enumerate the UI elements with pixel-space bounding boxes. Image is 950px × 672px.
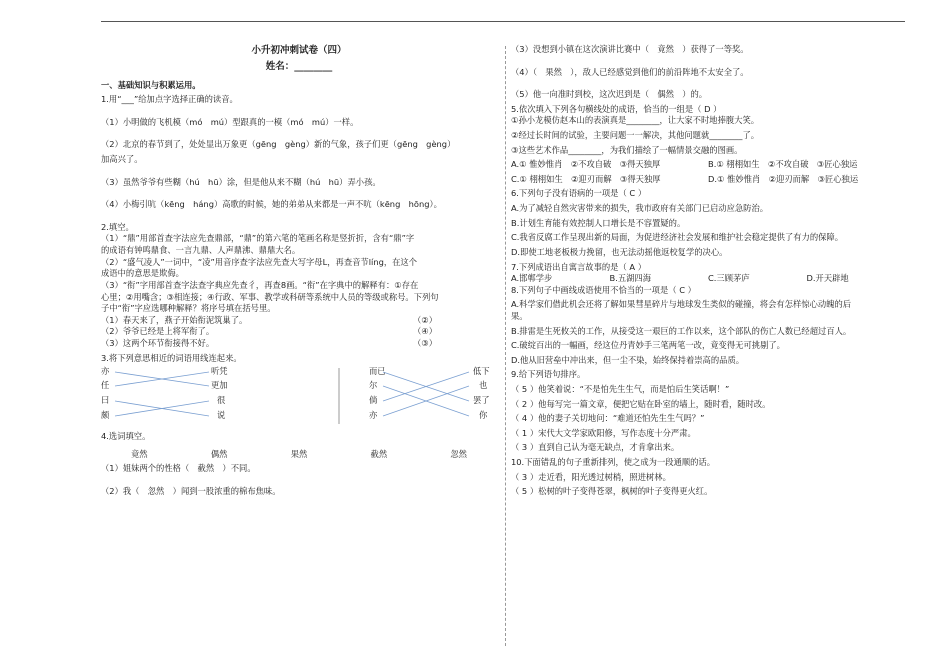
q10-item: （ 5 ）松树的叶子变得苍翠，枫树的叶子变得更火红。 xyxy=(511,486,713,497)
q5-line: ①孙小龙模仿赵本山的表演真是________，让大家不时地捧腹大笑。 xyxy=(511,115,760,126)
q4-word-bank xyxy=(101,449,497,461)
q6-stem: 6.下列句子没有语病的一项是（ C ） xyxy=(511,188,647,199)
paper-title: 小升初冲刺试卷（四） xyxy=(251,45,347,56)
match-word: 低下 xyxy=(473,366,490,377)
match-word: 罢了 xyxy=(473,395,490,406)
q2-sub-answer: （③） xyxy=(412,337,437,348)
section-heading: 一、基础知识与积累运用。 xyxy=(101,79,201,90)
q5-line: ③这些艺术作品________，为我们描绘了一幅情景交融的图画。 xyxy=(511,144,743,155)
option: 果。 xyxy=(511,310,528,321)
match-word: 倘 xyxy=(369,395,378,406)
q3-stem: 3.将下列意思相近的词语用线连起来。 xyxy=(101,352,242,363)
q2-line: （1）“鼎”用部首查字法应先查鼎部，“鼎”的第六笔的笔画名称是竖折折，含有“鼎”字 xyxy=(101,233,415,244)
q9-item: （ 2 ）他每写完一篇文章，便把它贴在卧室的墙上，随时看，随时改。 xyxy=(511,398,771,409)
q9-stem: 9.给下列语句排序。 xyxy=(511,369,586,380)
q3-matching xyxy=(101,366,497,428)
option: C.破绽百出的一幅画，经这位丹青妙手三笔两笔一改，竟变得无可挑剔了。 xyxy=(511,340,785,351)
match-word: 更加 xyxy=(211,380,228,391)
q9-item: （ 5 ）他笑着说：“不是怕先生生气，而是怕后生笑话啊！” xyxy=(511,384,730,395)
match-word: 尔 xyxy=(369,380,378,391)
q2-sub xyxy=(101,315,497,327)
q5-options xyxy=(511,174,905,186)
match-word: 亦 xyxy=(369,410,378,421)
q4-item: （1）姐妹两个的性格（ 截然 ）不同。 xyxy=(101,463,256,474)
q5-options xyxy=(511,159,905,171)
q2-sub xyxy=(101,338,497,350)
match-word: 任 xyxy=(101,380,110,391)
word-option: 忽然 xyxy=(450,448,467,459)
q1-item: 加高兴了。 xyxy=(101,154,143,165)
match-word: 颇 xyxy=(101,410,110,421)
q9-item: （ 1 ）宋代大文学家欧阳修，写作态度十分严肃。 xyxy=(511,427,696,438)
word-option: 竟然 xyxy=(131,448,148,459)
q8-stem: 8.下列句子中画线成语使用不恰当的一项是（ C ） xyxy=(511,284,696,295)
q2-line: 心里；②用嘴含；③相连接；④行政、军事、教学或科研等系统中人员的等级或称号。下列句 xyxy=(101,291,439,302)
column-divider xyxy=(505,46,506,646)
right-column xyxy=(511,44,905,498)
q2-line: （3）“衔”字用部首查字法查字典应先查彳，再查8画。“衔”在字典中的解释有：①存在 xyxy=(101,279,419,290)
q2-sub-text: （3）这两个环节衔接得不好。 xyxy=(101,337,215,348)
option: A.科学家们借此机会还将了解如果彗星碎片与地球发生类似的碰撞，将会有怎样惊心动魄的后 xyxy=(511,299,852,310)
q4-item: （4）（ 果然 ），敌人已经感觉到他们的前沿阵地不太安全了。 xyxy=(511,66,749,77)
option: A.① 惟妙惟肖 ②不攻自破 ③得天独厚 xyxy=(511,159,661,170)
q2-line: （2）“盛气凌人”一词中，“凌”用音序查字法应先查大写字母L，再查音节líng，在这个 xyxy=(101,256,418,267)
q2-sub-answer: （④） xyxy=(412,326,437,337)
q9-item: （ 3 ）直到自己认为毫无缺点，才肯拿出来。 xyxy=(511,442,680,453)
q2-line: 成语中的意思是欺侮。 xyxy=(101,268,184,279)
option: D.开天辟地 xyxy=(806,273,849,284)
q2-line: 子中“衔”字应选哪种解释？将序号填在括号里。 xyxy=(101,303,276,314)
option: C.我省反腐工作呈现出新的局面，为促进经济社会发展和维护社会稳定提供了有力的保障。 xyxy=(511,232,844,243)
q1-item: （3）虽然爷爷有些糊（hú hū）涂，但是他从来不糊（hú hū）弄小孩。 xyxy=(101,176,381,187)
match-lines xyxy=(101,366,497,428)
match-word: 很 xyxy=(217,395,226,406)
match-word: 而已 xyxy=(369,366,386,377)
option: D.即使工地老板极力挽留，也无法动摇他返校复学的决心。 xyxy=(511,246,728,257)
match-word: 亦 xyxy=(101,366,110,377)
q2-stem: 2.填空。 xyxy=(101,221,134,232)
q5-stem: 5.依次填入下列各句横线处的成语，恰当的一组是（ D ） xyxy=(511,103,722,114)
option: C.三顾茅庐 xyxy=(708,273,750,284)
q10-item: （ 3 ）走近看，阳光透过树梢，照进树林。 xyxy=(511,471,671,482)
q1-stem: 1.用“___”给加点字选择正确的读音。 xyxy=(101,94,238,105)
q4-stem: 4.选词填空。 xyxy=(101,431,151,442)
option: D.他从旧营垒中冲出来，但一尘不染，始终保持着崇高的品质。 xyxy=(511,354,745,365)
option: D.① 惟妙惟肖 ②迎刃而解 ③匠心独运 xyxy=(708,173,859,184)
q1-item: （4）小梅引吭（kēng háng）高歌的时候，她的弟弟从来都是一声不吭（kēng hōng）。 xyxy=(101,199,442,210)
left-column xyxy=(101,44,497,498)
option: C.① 栩栩如生 ②迎刃而解 ③得天独厚 xyxy=(511,173,661,184)
q4-item: （5）他一向准时到校，这次迟到是（ 偶然 ）的。 xyxy=(511,89,708,100)
option: B.五湖四海 xyxy=(609,273,652,284)
q4-item: （2）我（ 忽然 ）闻到一股浓重的棉布焦味。 xyxy=(101,486,281,496)
option: A.邯郸学步 xyxy=(511,273,553,284)
word-option: 截然 xyxy=(370,448,388,459)
q9-item: （ 4 ）他的妻子关切地问：“难道还怕先生生气吗？” xyxy=(511,413,705,424)
option: B.计划生育能有效控制人口增长是不容置疑的。 xyxy=(511,217,686,228)
q1-item: （2）北京的春节到了，处处显出万象更（gēng gèng）新的气象，孩子们更（gēng gèng） xyxy=(101,139,456,150)
q2-sub xyxy=(101,326,497,338)
q7-stem: 7.下列成语出自寓言故事的是（ A ） xyxy=(511,261,647,272)
option: B.排雷是生死攸关的工作，从接受这一艰巨的工作以来，这个部队的伤亡人数已经超过百人。 xyxy=(511,325,852,336)
match-word: 也 xyxy=(479,380,488,391)
option: A.为了减轻自然灾害带来的损失，我市政府有关部门已启动应急防治。 xyxy=(511,203,769,214)
q2-sub-answer: （②） xyxy=(412,314,437,325)
q5-line: ②经过长时间的试验，主要问题一一解决，其他问题就________了。 xyxy=(511,130,760,141)
match-word: 曰 xyxy=(101,395,110,406)
q2-sub-text: （2）爷爷已经是上将军衔了。 xyxy=(101,326,215,337)
q1-item: （1）小明做的飞机模（mó mú）型跟真的一模（mó mú）一样。 xyxy=(101,116,359,127)
q7-options xyxy=(511,273,905,285)
q2-line: 的成语有钟鸣鼎食、一言九鼎、人声鼎沸、鼎鼎大名。 xyxy=(101,245,301,256)
q4-item: （3）没想到小镇在这次演讲比赛中（ 竟然 ）获得了一等奖。 xyxy=(511,44,749,54)
q2-sub-text: （1）春天来了，燕子开始衔泥筑巢了。 xyxy=(101,314,248,325)
top-rule xyxy=(101,21,905,22)
option: B.① 栩栩如生 ②不攻自破 ③匠心独运 xyxy=(708,159,858,170)
match-word: 听凭 xyxy=(211,366,228,377)
match-word: 说 xyxy=(217,410,226,421)
name-field: 姓名：________ xyxy=(265,61,333,73)
word-option: 偶然 xyxy=(210,448,228,459)
match-word: 你 xyxy=(479,410,488,421)
word-option: 果然 xyxy=(290,448,308,459)
q10-stem: 10.下面错乱的句子重新排列，使之成为一段通顺的话。 xyxy=(511,457,716,468)
